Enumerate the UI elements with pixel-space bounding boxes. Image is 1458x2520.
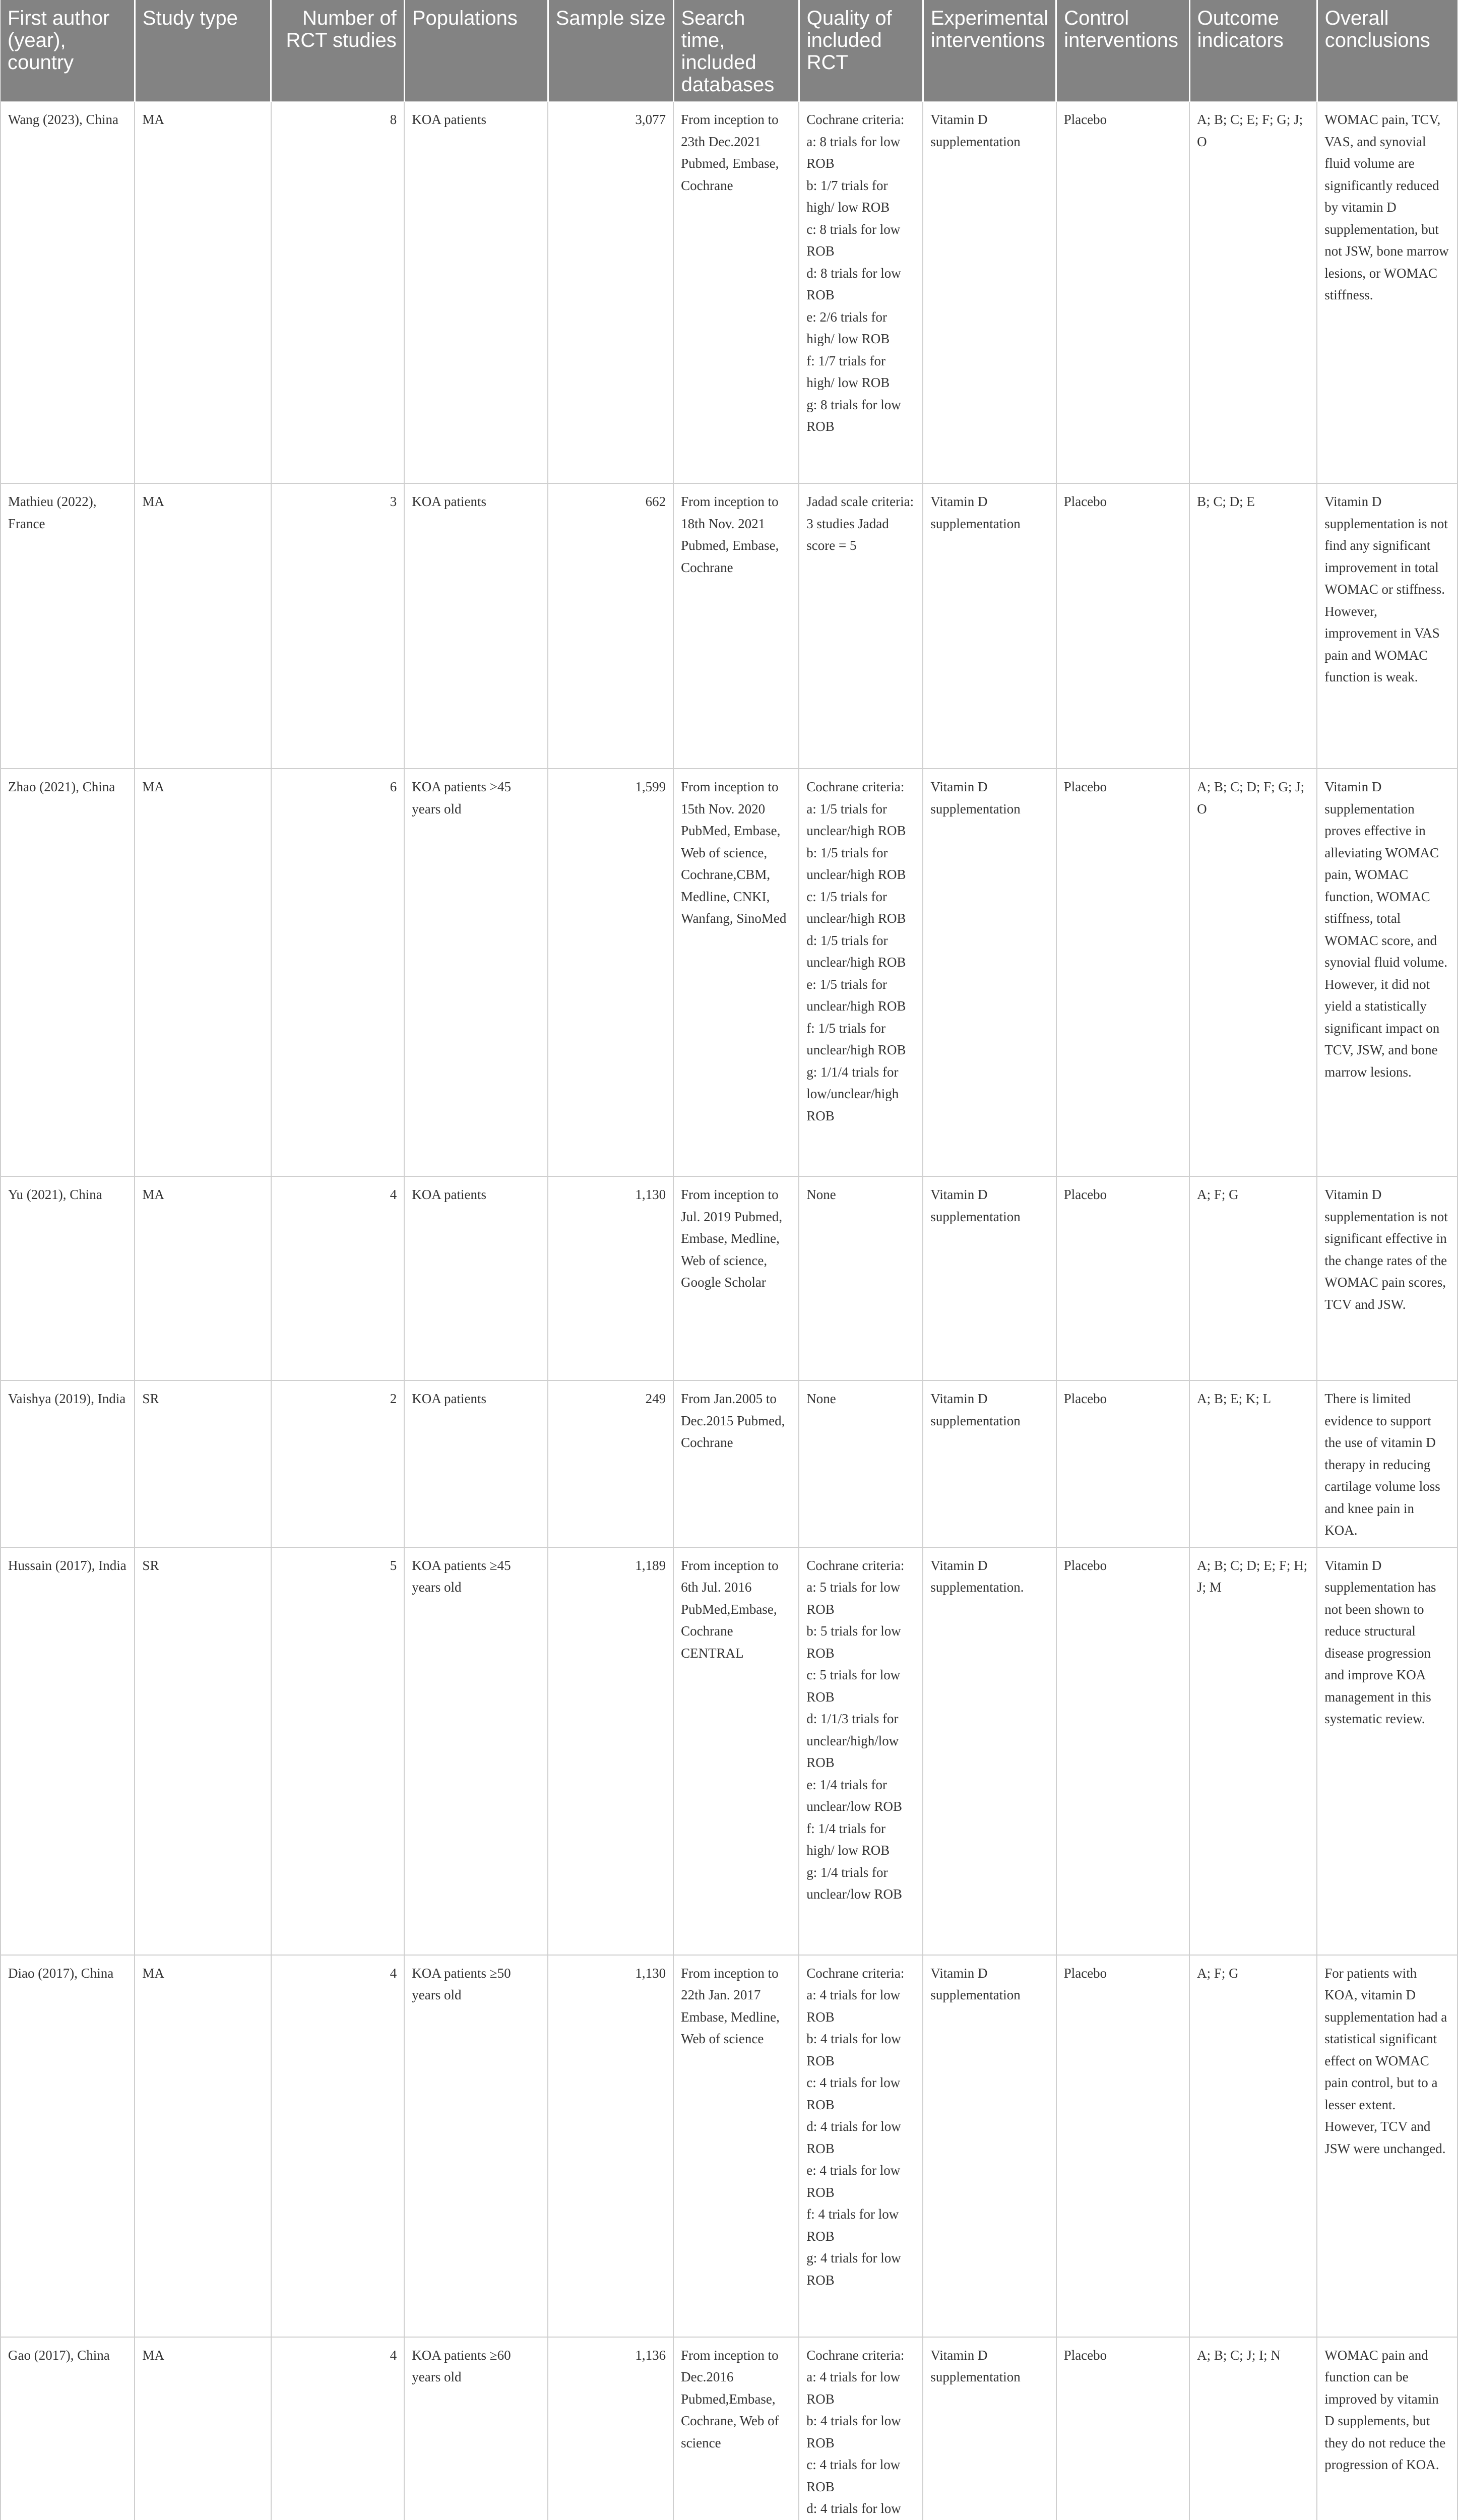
quality-line: f: 4 trials for low ROB (806, 2207, 899, 2244)
quality-line: c: 1/5 trials for unclear/high ROB (806, 889, 906, 926)
cell-control: Placebo (1056, 2337, 1189, 2520)
cell-study-type: SR (135, 1547, 271, 1955)
quality-line: a: 4 trials for low ROB (806, 2369, 901, 2407)
cell-sample-size: 1,189 (548, 1547, 673, 1955)
cell-control: Placebo (1056, 483, 1189, 769)
cell-number-rct: 4 (271, 1176, 404, 1380)
quality-line: Cochrane criteria: (806, 1965, 905, 1981)
quality-line: d: 4 trials for low (806, 2501, 901, 2516)
cell-author: Wang (2023), China (1, 101, 135, 483)
cell-quality (799, 1547, 923, 1955)
cell-quality (799, 1955, 923, 2337)
cell-number-rct: 3 (271, 483, 404, 769)
header-outcomes: Outcome indicators (1189, 0, 1317, 101)
header-sample-size: Sample size (548, 0, 673, 101)
quality-line: f: 1/4 trials for high/ low ROB (806, 1820, 890, 1858)
cell-outcomes: A; F; G (1189, 1176, 1317, 1380)
cell-search-time: From inception to Dec.2016 Pubmed,Embase, Cochrane, Web of science (673, 2337, 799, 2520)
quality-line: a: 1/5 trials for unclear/high ROB (806, 801, 906, 838)
cell-experimental: Vitamin D supplementation (923, 1955, 1056, 2337)
quality-line: c: 4 trials for low ROB (806, 2075, 901, 2112)
cell-author: Mathieu (2022), France (1, 483, 135, 769)
cell-search-time: From Jan.2005 to Dec.2015 Pubmed, Cochrane (673, 1380, 799, 1547)
cell-conclusion: Vitamin D supplementation has not been shown to reduce structural disease progression and improve KOA management in this systematic review. (1317, 1547, 1457, 1955)
cell-number-rct: 8 (271, 101, 404, 483)
quality-line: f: 1/7 trials for high/ low ROB (806, 353, 890, 390)
quality-line: g: 1/4 trials for unclear/low ROB (806, 1864, 902, 1902)
quality-line: e: 2/6 trials for high/ low ROB (806, 309, 890, 346)
cell-population: KOA patients >45 years old (404, 769, 548, 1176)
header-conclusions: Overall conclusions (1317, 0, 1457, 101)
cell-study-type: MA (135, 769, 271, 1176)
quality-line: e: 1/4 trials for unclear/low ROB (806, 1777, 902, 1814)
quality-line: g: 8 trials for low ROB (806, 397, 901, 434)
cell-study-type: MA (135, 2337, 271, 2520)
cell-number-rct: 4 (271, 2337, 404, 2520)
cell-study-type: MA (135, 1176, 271, 1380)
cell-experimental: Vitamin D supplementation (923, 2337, 1056, 2520)
cell-author: Vaishya (2019), India (1, 1380, 135, 1547)
quality-line: b: 4 trials for low ROB (806, 2413, 901, 2450)
quality-line: g: 1/1/4 trials for low/unclear/high ROB (806, 1064, 899, 1123)
cell-experimental: Vitamin D supplementation (923, 769, 1056, 1176)
cell-sample-size: 662 (548, 483, 673, 769)
cell-search-time: From inception to Jul. 2019 Pubmed, Embase, Medline, Web of science, Google Scholar (673, 1176, 799, 1380)
header-experimental: Experimental interventions (923, 0, 1056, 101)
cell-number-rct: 4 (271, 1955, 404, 2337)
cell-outcomes: A; B; C; E; F; G; J; O (1189, 101, 1317, 483)
cell-control: Placebo (1056, 769, 1189, 1176)
header-author: First author (year), country (1, 0, 135, 101)
cell-experimental: Vitamin D supplementation (923, 483, 1056, 769)
quality-line: Jadad scale criteria: 3 studies Jadad score = 5 (806, 494, 914, 553)
cell-conclusion: WOMAC pain and function can be improved by vitamin D supplements, but they do not reduce the progression of KOA. (1317, 2337, 1457, 2520)
table-row (1, 483, 1457, 769)
quality-line: c: 5 trials for low ROB (806, 1667, 901, 1705)
quality-line: g: 4 trials for low ROB (806, 2250, 901, 2288)
cell-population: KOA patients ≥50 years old (404, 1955, 548, 2337)
header-control: Control interventions (1056, 0, 1189, 101)
quality-line: b: 4 trials for low ROB (806, 2031, 901, 2068)
cell-sample-size: 1,136 (548, 2337, 673, 2520)
cell-population: KOA patients ≥45 years old (404, 1547, 548, 1955)
cell-conclusion: Vitamin D supplementation proves effective in alleviating WOMAC pain, WOMAC function, WOMAC stiffness, total WOMAC score, and synovial fluid volume. However, it did not yield a statistically significant impact on TCV, JSW, and bone marrow lesions. (1317, 769, 1457, 1176)
cell-conclusion: WOMAC pain, TCV, VAS, and synovial fluid volume are significantly reduced by vitamin D supplementation, but not JSW, bone marrow lesions, or WOMAC stiffness. (1317, 101, 1457, 483)
cell-control: Placebo (1056, 101, 1189, 483)
cell-sample-size: 249 (548, 1380, 673, 1547)
cell-number-rct: 6 (271, 769, 404, 1176)
cell-conclusion: Vitamin D supplementation is not find any significant improvement in total WOMAC or stiffness. However, improvement in VAS pain and WOMAC function is weak. (1317, 483, 1457, 769)
cell-population: KOA patients (404, 101, 548, 483)
cell-study-type: MA (135, 101, 271, 483)
table-row (1, 1176, 1457, 1380)
cell-outcomes: A; B; C; J; I; N (1189, 2337, 1317, 2520)
cell-quality (799, 483, 923, 769)
quality-line: b: 1/5 trials for unclear/high ROB (806, 845, 906, 882)
quality-line: f: 1/5 trials for unclear/high ROB (806, 1020, 906, 1057)
cell-population: KOA patients (404, 1176, 548, 1380)
cell-conclusion: There is limited evidence to support the use of vitamin D therapy in reducing cartilage volume loss and knee pain in KOA. (1317, 1380, 1457, 1547)
cell-sample-size: 1,130 (548, 1955, 673, 2337)
cell-quality (799, 1176, 923, 1380)
cell-outcomes: A; B; C; D; F; G; J; O (1189, 769, 1317, 1176)
cell-control: Placebo (1056, 1547, 1189, 1955)
cell-outcomes: A; B; E; K; L (1189, 1380, 1317, 1547)
cell-number-rct: 2 (271, 1380, 404, 1547)
quality-line: Cochrane criteria: (806, 1557, 905, 1573)
cell-search-time: From inception to 22th Jan. 2017 Embase, Medline, Web of science (673, 1955, 799, 2337)
cell-control: Placebo (1056, 1176, 1189, 1380)
table-row (1, 1955, 1457, 2337)
table-row (1, 1547, 1457, 1955)
quality-line: b: 1/7 trials for high/ low ROB (806, 177, 890, 215)
cell-sample-size: 3,077 (548, 101, 673, 483)
cell-population: KOA patients (404, 483, 548, 769)
header-populations: Populations (404, 0, 548, 101)
cell-author: Zhao (2021), China (1, 769, 135, 1176)
cell-study-type: MA (135, 1955, 271, 2337)
quality-line: a: 5 trials for low ROB (806, 1580, 901, 1617)
cell-outcomes: A; B; C; D; E; F; H; J; M (1189, 1547, 1317, 1955)
cell-search-time: From inception to 6th Jul. 2016 PubMed,Embase, Cochrane CENTRAL (673, 1547, 799, 1955)
quality-line: None (806, 1391, 836, 1406)
table-row (1, 101, 1457, 483)
quality-line: Cochrane criteria: (806, 112, 905, 127)
quality-line: a: 4 trials for low ROB (806, 1987, 901, 2025)
table-row (1, 2337, 1457, 2520)
quality-line: b: 5 trials for low ROB (806, 1623, 901, 1661)
header-row (1, 0, 1457, 101)
cell-sample-size: 1,130 (548, 1176, 673, 1380)
cell-search-time: From inception to 23th Dec.2021 Pubmed, Embase, Cochrane (673, 101, 799, 483)
cell-outcomes: A; F; G (1189, 1955, 1317, 2337)
cell-sample-size: 1,599 (548, 769, 673, 1176)
cell-number-rct: 5 (271, 1547, 404, 1955)
header-search-time: Search time, included databases (673, 0, 799, 101)
quality-line: None (806, 1187, 836, 1202)
cell-study-type: MA (135, 483, 271, 769)
cell-control: Placebo (1056, 1955, 1189, 2337)
header-number-rct: Number of RCT studies (271, 0, 404, 101)
cell-population: KOA patients ≥60 years old (404, 2337, 548, 2520)
cell-search-time: From inception to 18th Nov. 2021 Pubmed, Embase, Cochrane (673, 483, 799, 769)
cell-experimental: Vitamin D supplementation (923, 101, 1056, 483)
quality-line: e: 1/5 trials for unclear/high ROB (806, 976, 906, 1014)
cell-quality (799, 1380, 923, 1547)
quality-line: e: 4 trials for low ROB (806, 2163, 901, 2200)
cell-conclusion: For patients with KOA, vitamin D supplementation had a statistical significant effect on WOMAC pain control, but to a lesser extent. However, TCV and JSW were unchanged. (1317, 1955, 1457, 2337)
cell-author: Hussain (2017), India (1, 1547, 135, 1955)
cell-author: Diao (2017), China (1, 1955, 135, 2337)
quality-line: c: 8 trials for low ROB (806, 221, 901, 259)
quality-line: d: 4 trials for low ROB (806, 2119, 901, 2156)
cell-search-time: From inception to 15th Nov. 2020 PubMed, Embase, Web of science, Cochrane,CBM, Medline, CNKI, Wanfang, SinoMed (673, 769, 799, 1176)
table-row (1, 1380, 1457, 1547)
quality-line: Cochrane criteria: (806, 779, 905, 794)
cell-quality (799, 101, 923, 483)
quality-line: a: 8 trials for low ROB (806, 134, 901, 171)
quality-line: d: 1/1/3 trials for unclear/high/low ROB (806, 1711, 899, 1770)
cell-outcomes: B; C; D; E (1189, 483, 1317, 769)
cell-author: Yu (2021), China (1, 1176, 135, 1380)
cell-control: Placebo (1056, 1380, 1189, 1547)
quality-line: Cochrane criteria: (806, 2347, 905, 2363)
cell-study-type: SR (135, 1380, 271, 1547)
header-quality: Quality of included RCT (799, 0, 923, 101)
quality-line: d: 1/5 trials for unclear/high ROB (806, 932, 906, 970)
quality-line: c: 4 trials for low ROB (806, 2457, 901, 2494)
cell-experimental: Vitamin D supplementation (923, 1380, 1056, 1547)
cell-conclusion: Vitamin D supplementation is not significant effective in the change rates of the WOMAC pain scores, TCV and JSW. (1317, 1176, 1457, 1380)
cell-quality (799, 2337, 923, 2520)
cell-population: KOA patients (404, 1380, 548, 1547)
cell-experimental: Vitamin D supplementation (923, 1176, 1056, 1380)
header-study-type: Study type (135, 0, 271, 101)
table-row (1, 769, 1457, 1176)
table-body (1, 101, 1457, 2520)
cell-author: Gao (2017), China (1, 2337, 135, 2520)
quality-line: d: 8 trials for low ROB (806, 265, 901, 302)
cell-experimental: Vitamin D supplementation. (923, 1547, 1056, 1955)
cell-quality (799, 769, 923, 1176)
